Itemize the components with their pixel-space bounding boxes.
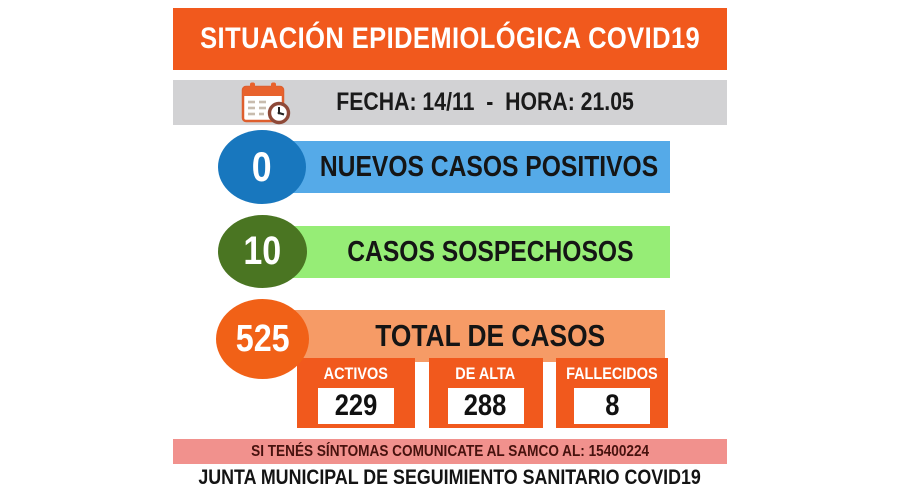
suspected-cases-label: CASOS SOSPECHOSOS <box>346 235 634 268</box>
footer-text: JUNTA MUNICIPAL DE SEGUIMIENTO SANITARIO COVID19 <box>198 466 702 489</box>
total-cases-value: 525 <box>235 317 290 360</box>
new-cases-circle <box>218 130 306 204</box>
fallecidos-label: FALLECIDOS <box>566 364 658 383</box>
fallecidos-value-box <box>574 388 650 424</box>
total-cases-label: TOTAL DE CASOS <box>375 318 605 353</box>
notice-bar <box>173 439 727 464</box>
new-cases-value: 0 <box>252 143 272 190</box>
de-alta-label: DE ALTA <box>455 364 516 383</box>
suspected-cases-bar <box>255 226 670 278</box>
total-breakdown <box>297 358 668 428</box>
total-cases-circle <box>216 299 309 379</box>
datetime-bar <box>173 80 727 125</box>
title-banner <box>173 8 727 70</box>
activos-label: ACTIVOS <box>323 364 389 383</box>
new-cases-bar <box>253 141 670 193</box>
page-title: SITUACIÓN EPIDEMIOLÓGICA COVID19 <box>199 22 701 55</box>
notice-text: SI TENÉS SÍNTOMAS COMUNICATE AL SAMCO AL: 15400224 <box>250 442 649 460</box>
activos-value: 229 <box>334 389 378 422</box>
breakdown-box-activos <box>297 358 415 428</box>
breakdown-box-de-alta <box>429 358 543 428</box>
suspected-cases-value: 10 <box>243 229 282 273</box>
calendar-clock-icon <box>240 81 294 125</box>
datetime-text: FECHA: 14/11 - HORA: 21.05 <box>336 88 634 116</box>
breakdown-box-fallecidos <box>556 358 668 428</box>
footer <box>0 466 900 490</box>
activos-value-box <box>318 388 394 424</box>
de-alta-value-box <box>448 388 524 424</box>
new-cases-label: NUEVOS CASOS POSITIVOS <box>319 150 659 183</box>
total-cases-bar <box>255 310 665 362</box>
suspected-cases-circle <box>218 215 307 288</box>
fallecidos-value: 8 <box>604 389 620 422</box>
de-alta-value: 288 <box>464 389 507 422</box>
